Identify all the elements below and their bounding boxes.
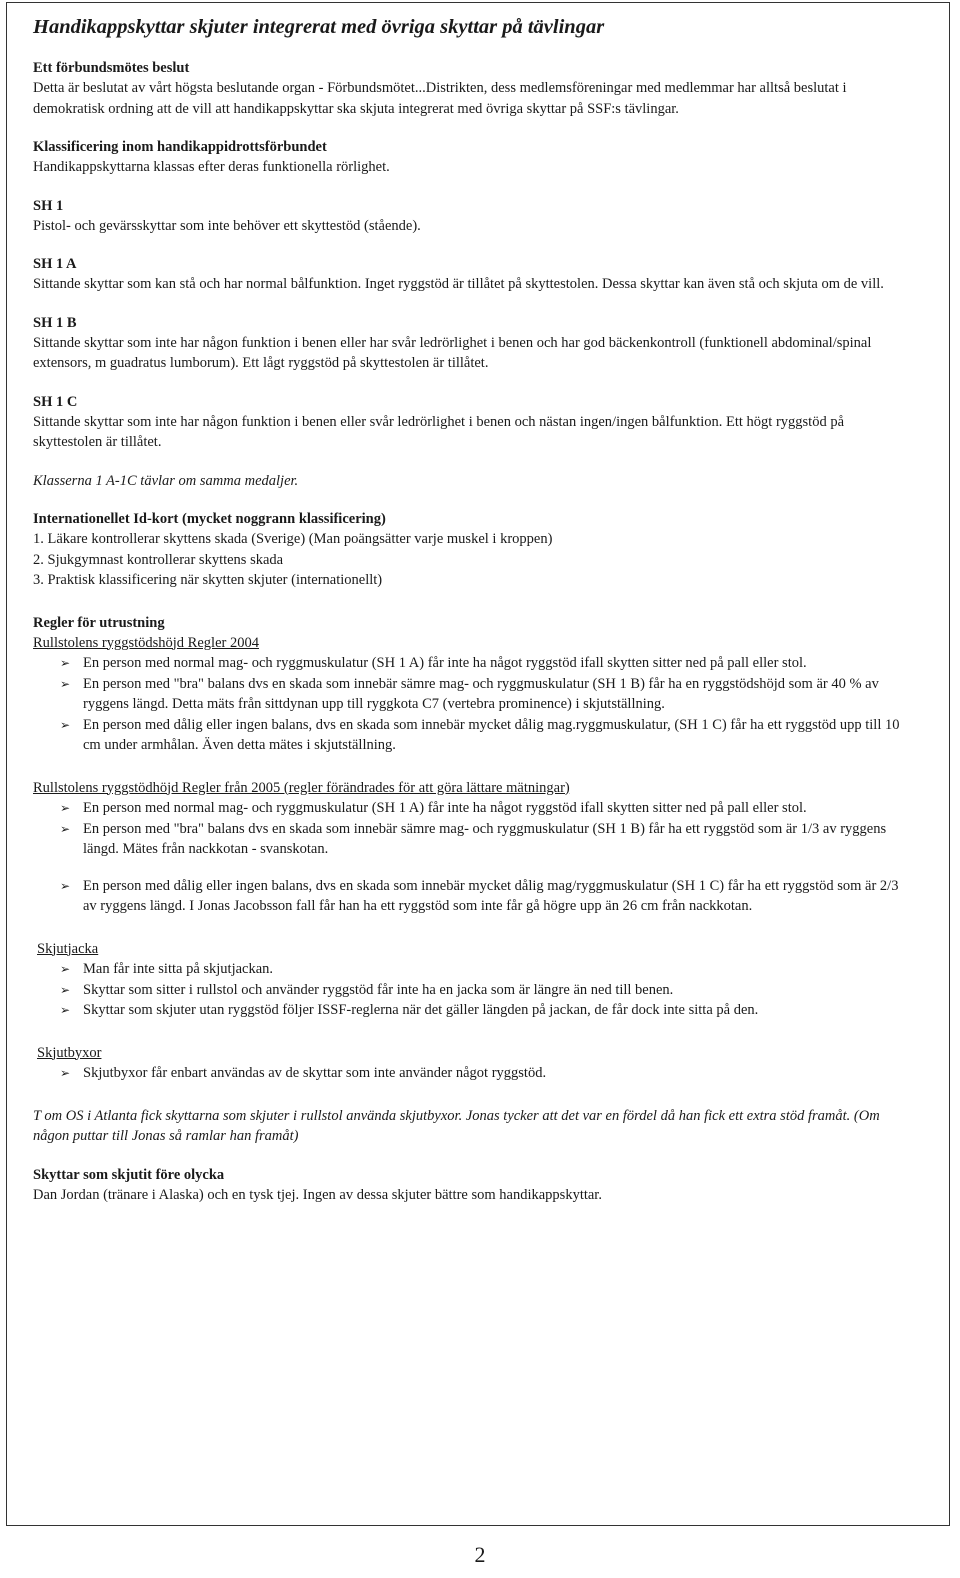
arrow-bullet-icon: ➢: [60, 878, 71, 893]
jacket-list: [33, 959, 913, 1021]
section-heading: Ett förbundsmötes beslut: [33, 60, 190, 76]
section-heading: Regler för utrustning: [33, 614, 165, 631]
rules-2004-list: [33, 653, 913, 756]
arrow-bullet-icon: ➢: [60, 1066, 71, 1080]
list-item: ➢ En person med dålig eller ingen balans, dvs en skada som innebär mycket dålig mag.ryggmuskulatur, (SH 1 C) får ha ett ryggstöd upp till 10 cm under armhålan. Även detta mätes i skjutställning.: [60, 716, 900, 753]
class-heading: SH 1 C: [33, 393, 78, 410]
list-item: 2. Sjukgymnast kontrollerar skyttens skada: [33, 551, 284, 568]
list-item: ➢ Man får inte sitta på skjutjackan.: [60, 959, 913, 980]
list-item: ➢ En person med normal mag- och ryggmuskulatur (SH 1 A) får inte ha något ryggstöd ifall skytten sitter ned på pall eller stol.: [60, 798, 913, 819]
list-item: ➢ Skjutbyxor får enbart användas av de skyttar som inte använder något ryggstöd.: [60, 1063, 913, 1084]
class-text: Sittande skyttar som kan stå och har normal bålfunktion. Inget ryggstöd är tillåtet på skyttestolen. Dessa skyttar kan även stå och skjuta om de vill.: [33, 276, 884, 292]
section-id-card: [33, 509, 913, 591]
class-heading: SH 1: [33, 197, 64, 214]
rules-2005-list: [33, 798, 913, 917]
subsection-title-2004: Rullstolens ryggstödshöjd Regler 2004: [33, 634, 259, 651]
id-card-list: [33, 529, 913, 591]
list-item: 1. Läkare kontrollerar skyttens skada (Sverige) (Man poängsätter varje muskel i kroppen): [33, 531, 553, 547]
classes-note: Klasserna 1 A-1C tävlar om samma medaljer.: [33, 472, 299, 489]
arrow-bullet-icon: ➢: [60, 962, 71, 976]
list-item: ➢ Skyttar som skjuter utan ryggstöd följer ISSF-reglerna när det gäller längden på jackan, de får dock inte sitta på den.: [60, 1000, 913, 1021]
subsection-title-trousers: Skjutbyxor: [37, 1044, 102, 1061]
list-item: ➢ En person med "bra" balans dvs en skada som innebär sämre mag- och ryggmuskulatur (SH 1 B) får ha en ryggstödshöjd som är 40 % av ryggens längd. Detta mäts från sittdynan upp till ryggkota C7 (vertebra prominence) i skjutställning.: [60, 675, 879, 712]
class-heading: SH 1 B: [33, 314, 77, 331]
arrow-bullet-icon: ➢: [60, 656, 71, 670]
section-text: Dan Jordan (tränare i Alaska) och en tysk tjej. Ingen av dessa skjuter bättre som handikappskyttar.: [33, 1186, 602, 1203]
page-title: Handikappskyttar skjuter integrerat med övriga skyttar på tävlingar: [33, 16, 605, 38]
section-text: Detta är beslutat av vårt högsta beslutande organ - Förbundsmötet...Distrikten, dess medlemsföreningar med medlemmar har alltså beslutat i demokratisk ordning att de vill att handikappskyttar ska skjuta integrerat med övriga skyttar på SSF:s tävlingar.: [33, 80, 847, 117]
section-classification: [33, 137, 913, 178]
class-sh1c: [33, 392, 913, 453]
subsection-title-2005: Rullstolens ryggstödhöjd Regler från 2005 (regler förändrades för att göra lättare mätningar): [33, 779, 570, 796]
list-item: 3. Praktisk klassificering när skytten skjuter (internationellt): [33, 572, 383, 588]
section-text: Handikappskyttarna klassas efter deras funktionella rörlighet.: [33, 159, 390, 175]
list-item: ➢ En person med dålig eller ingen balans, dvs en skada som innebär mycket dålig mag/ryggmuskulatur (SH 1 C) får ha ett ryggstöd som är 2/3 av ryggens längd. I Jonas Jacobsson fall får han ha ett ryggstöd som inte får gå högre upp än 26 cm från nackkotan.: [60, 877, 899, 914]
list-item: ➢ En person med "bra" balans dvs en skada som innebär sämre mag- och ryggmuskulatur (SH 1 B) får ha ett ryggstöd som är 1/3 av ryggens längd. Mätes från nackkotan - svanskotan.: [60, 820, 887, 857]
arrow-bullet-icon: ➢: [60, 717, 71, 732]
arrow-bullet-icon: ➢: [60, 676, 71, 691]
section-decision: [33, 58, 913, 119]
list-item: ➢ Skyttar som sitter i rullstol och använder ryggstöd får inte ha en jacka som är längre än ned till benen.: [60, 980, 913, 1001]
arrow-bullet-icon: ➢: [60, 982, 71, 997]
list-item: ➢ En person med normal mag- och ryggmuskulatur (SH 1 A) får inte ha något ryggstöd ifall skytten sitter ned på pall eller stol.: [60, 653, 913, 674]
section-heading: Klassificering inom handikappidrottsförbundet: [33, 139, 327, 155]
atlanta-note: T om OS i Atlanta fick skyttarna som skjuter i rullstol använda skjutbyxor. Jonas tycker att det var en fördel då han fick ett extra stöd framåt. (Om någon puttar till Jonas så ramlar han framåt): [33, 1107, 880, 1144]
section-heading: Skyttar som skjutit före olycka: [33, 1166, 225, 1183]
arrow-bullet-icon: ➢: [60, 801, 71, 815]
class-sh1b: [33, 313, 913, 374]
subsection-title-jacket: Skjutjacka: [37, 940, 99, 957]
class-text: Sittande skyttar som inte har någon funktion i benen eller svår ledrörlighet i benen och nästan ingen/ingen bålfunktion. Ett högt ryggstöd på skyttestolen är tillåtet.: [33, 413, 845, 450]
document-body: [33, 14, 913, 1205]
class-sh1a: [33, 254, 913, 295]
page-number: 2: [474, 1542, 486, 1567]
section-accident: [33, 1165, 913, 1206]
class-sh1: [33, 196, 913, 237]
arrow-bullet-icon: ➢: [60, 1003, 71, 1017]
section-heading: Internationellet Id-kort (mycket noggrann klassificering): [33, 511, 386, 527]
arrow-bullet-icon: ➢: [60, 821, 71, 836]
class-text: Sittande skyttar som inte har någon funktion i benen eller har svår ledrörlighet i benen och har god bäckenkontroll (funktionell abdominal/spinal extensors, m guadratus lumborum). Ett lågt ryggstöd på skyttestolen är tillåtet.: [33, 334, 872, 371]
class-text: Pistol- och gevärsskyttar som inte behöver ett skyttestöd (stående).: [33, 217, 421, 234]
class-heading: SH 1 A: [33, 256, 77, 272]
trousers-list: [33, 1063, 913, 1084]
section-equipment: [33, 613, 913, 1084]
